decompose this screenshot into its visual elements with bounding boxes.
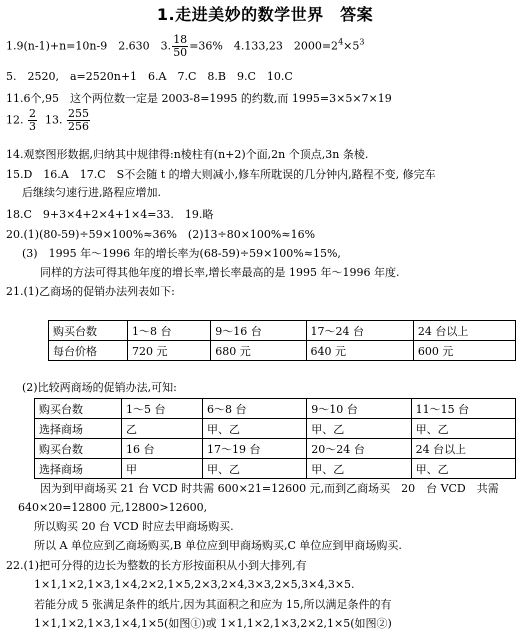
answer-line-22-condition: 若能分成 5 张满足条件的纸片,因为其面积之和应为 15,所以满足条件的有 [34,598,392,611]
answer-line-21-conclusion-1: 所以购买 20 台 VCD 时应去甲商场购买. [34,520,234,533]
answer-line-20: 20.(1)(80-59)÷59×100%≈36% (2)13÷80×100%≈16% [6,228,316,241]
table-cell: 选择商场 [35,419,122,439]
table-cell: 甲、乙 [307,419,411,439]
table-cell: 9～10 台 [307,399,411,419]
answer-line-22-list: 1×1,1×2,1×3,1×4,2×2,1×5,2×3,2×4,3×3,2×5,3×4,3×5. [34,578,355,591]
table-cell: 1～5 台 [122,399,203,419]
table-cell: 选择商场 [35,459,122,479]
table-cell: 甲 [122,459,203,479]
exponent-two: 4 [338,37,344,47]
answer-line-5-10: 5. 2520, a=2520n+1 6.A 7.C 8.B 9.C 10.C [6,70,293,83]
table-row [49,341,516,361]
answer-line-21-reason-cont: 640×20=12800 元,12800>12600, [18,501,208,514]
answer-line-1: 1.9(n-1)+n=10n-9 2.630 3. $\frac{18}{50}$ =36% 4.133,23 $2000=2^4\times 5^3$ [6,33,365,59]
table-cell: 640 元 [306,341,413,361]
table-cell: 购买台数 [35,439,122,459]
answer-line-12-13: 12. $\frac{2}{3}$ 13. $\frac{255}{256}$ [6,107,89,133]
table-cell: 17～24 台 [306,321,413,341]
answer-line-21-conclusion-2: 所以 A 单位应到乙商场购买,B 单位应到甲商场购买,C 单位应到甲商场购买. [34,539,402,552]
fraction-q3: $\frac{18}{50}$ [173,33,188,59]
page-title: 1.走进美妙的数学世界 答案 [156,5,374,24]
price-table [48,320,516,361]
table-cell: 24 台以上 [413,321,515,341]
table-cell: 甲、乙 [307,459,411,479]
store-choice-table [34,398,516,479]
table-cell: 购买台数 [49,321,128,341]
answer-line-20-3-cont: 同样的方法可得其他年度的增长率,增长率最高的是 1995 年～1996 年度. [40,266,400,279]
answer-line-21-2: (2)比较两商场的促销办法,可知: [22,381,177,394]
answer-line-11: 11.6个,95 这个两位数一定是 2003-8=1995 的约数,而 1995=3×5×7×19 [6,92,392,105]
table-cell: 11～15 台 [411,399,515,419]
table-cell: 6～8 台 [202,399,306,419]
table-cell: 17～19 台 [202,439,306,459]
table-cell: 甲、乙 [411,459,515,479]
answer-line-15: 15.D 16.A 17.C S不会随 t 的增大则减小,修车所耽误的几分钟内,路程不变, 修完车 [6,168,436,181]
answer-line-20-3: (3) 1995 年～1996 年的增长率为(68-59)÷59×100%≈15%, [22,247,341,260]
table-cell: 20～24 台 [307,439,411,459]
answer-line-22-result: 1×1,1×2,1×3,1×4,1×5(如图①)或 1×1,1×2,1×3,2×2,1×5(如图②) [34,617,392,630]
table-cell: 680 元 [211,341,306,361]
table-row [35,439,516,459]
table-cell: 甲、乙 [202,459,306,479]
table-cell: 9～16 台 [211,321,306,341]
table-row [49,321,516,341]
answer-line-18: 18.C 9+3×4+2×4+1×4=33. 19.略 [6,208,214,221]
table-row [35,459,516,479]
fraction-q13: $\frac{255}{256}$ [68,107,89,133]
answer-line-21: 21.(1)乙商场的促销办法列表如下: [6,285,175,298]
table-cell: 720 元 [128,341,211,361]
answer-line-14: 14.观察图形数据,归纳其中规律得:n棱柱有(n+2)个面,2n 个顶点,3n 条棱. [6,148,369,161]
table-cell: 甲、乙 [202,419,306,439]
answer-line-21-reason: 因为到甲商场买 21 台 VCD 时共需 600×21=12600 元,而到乙商场买 20 台 VCD 共需 [40,482,499,495]
table-cell: 甲、乙 [411,419,515,439]
table-cell: 600 元 [413,341,515,361]
table-cell: 每台价格 [49,341,128,361]
answer-line-15-cont: 后继续匀速行进,路程应增加. [22,186,161,199]
fraction-q12: $\frac{2}{3}$ [29,107,36,133]
table-row [35,419,516,439]
table-row [35,399,516,419]
table-cell: 16 台 [122,439,203,459]
table-cell: 24 台以上 [411,439,515,459]
table-cell: 乙 [122,419,203,439]
table-cell: 购买台数 [35,399,122,419]
answer-line-22: 22.(1)把可分得的边长为整数的长方形按面积从小到大排列,有 [6,559,307,572]
exponent-five: 3 [359,37,365,47]
table-cell: 1～8 台 [128,321,211,341]
